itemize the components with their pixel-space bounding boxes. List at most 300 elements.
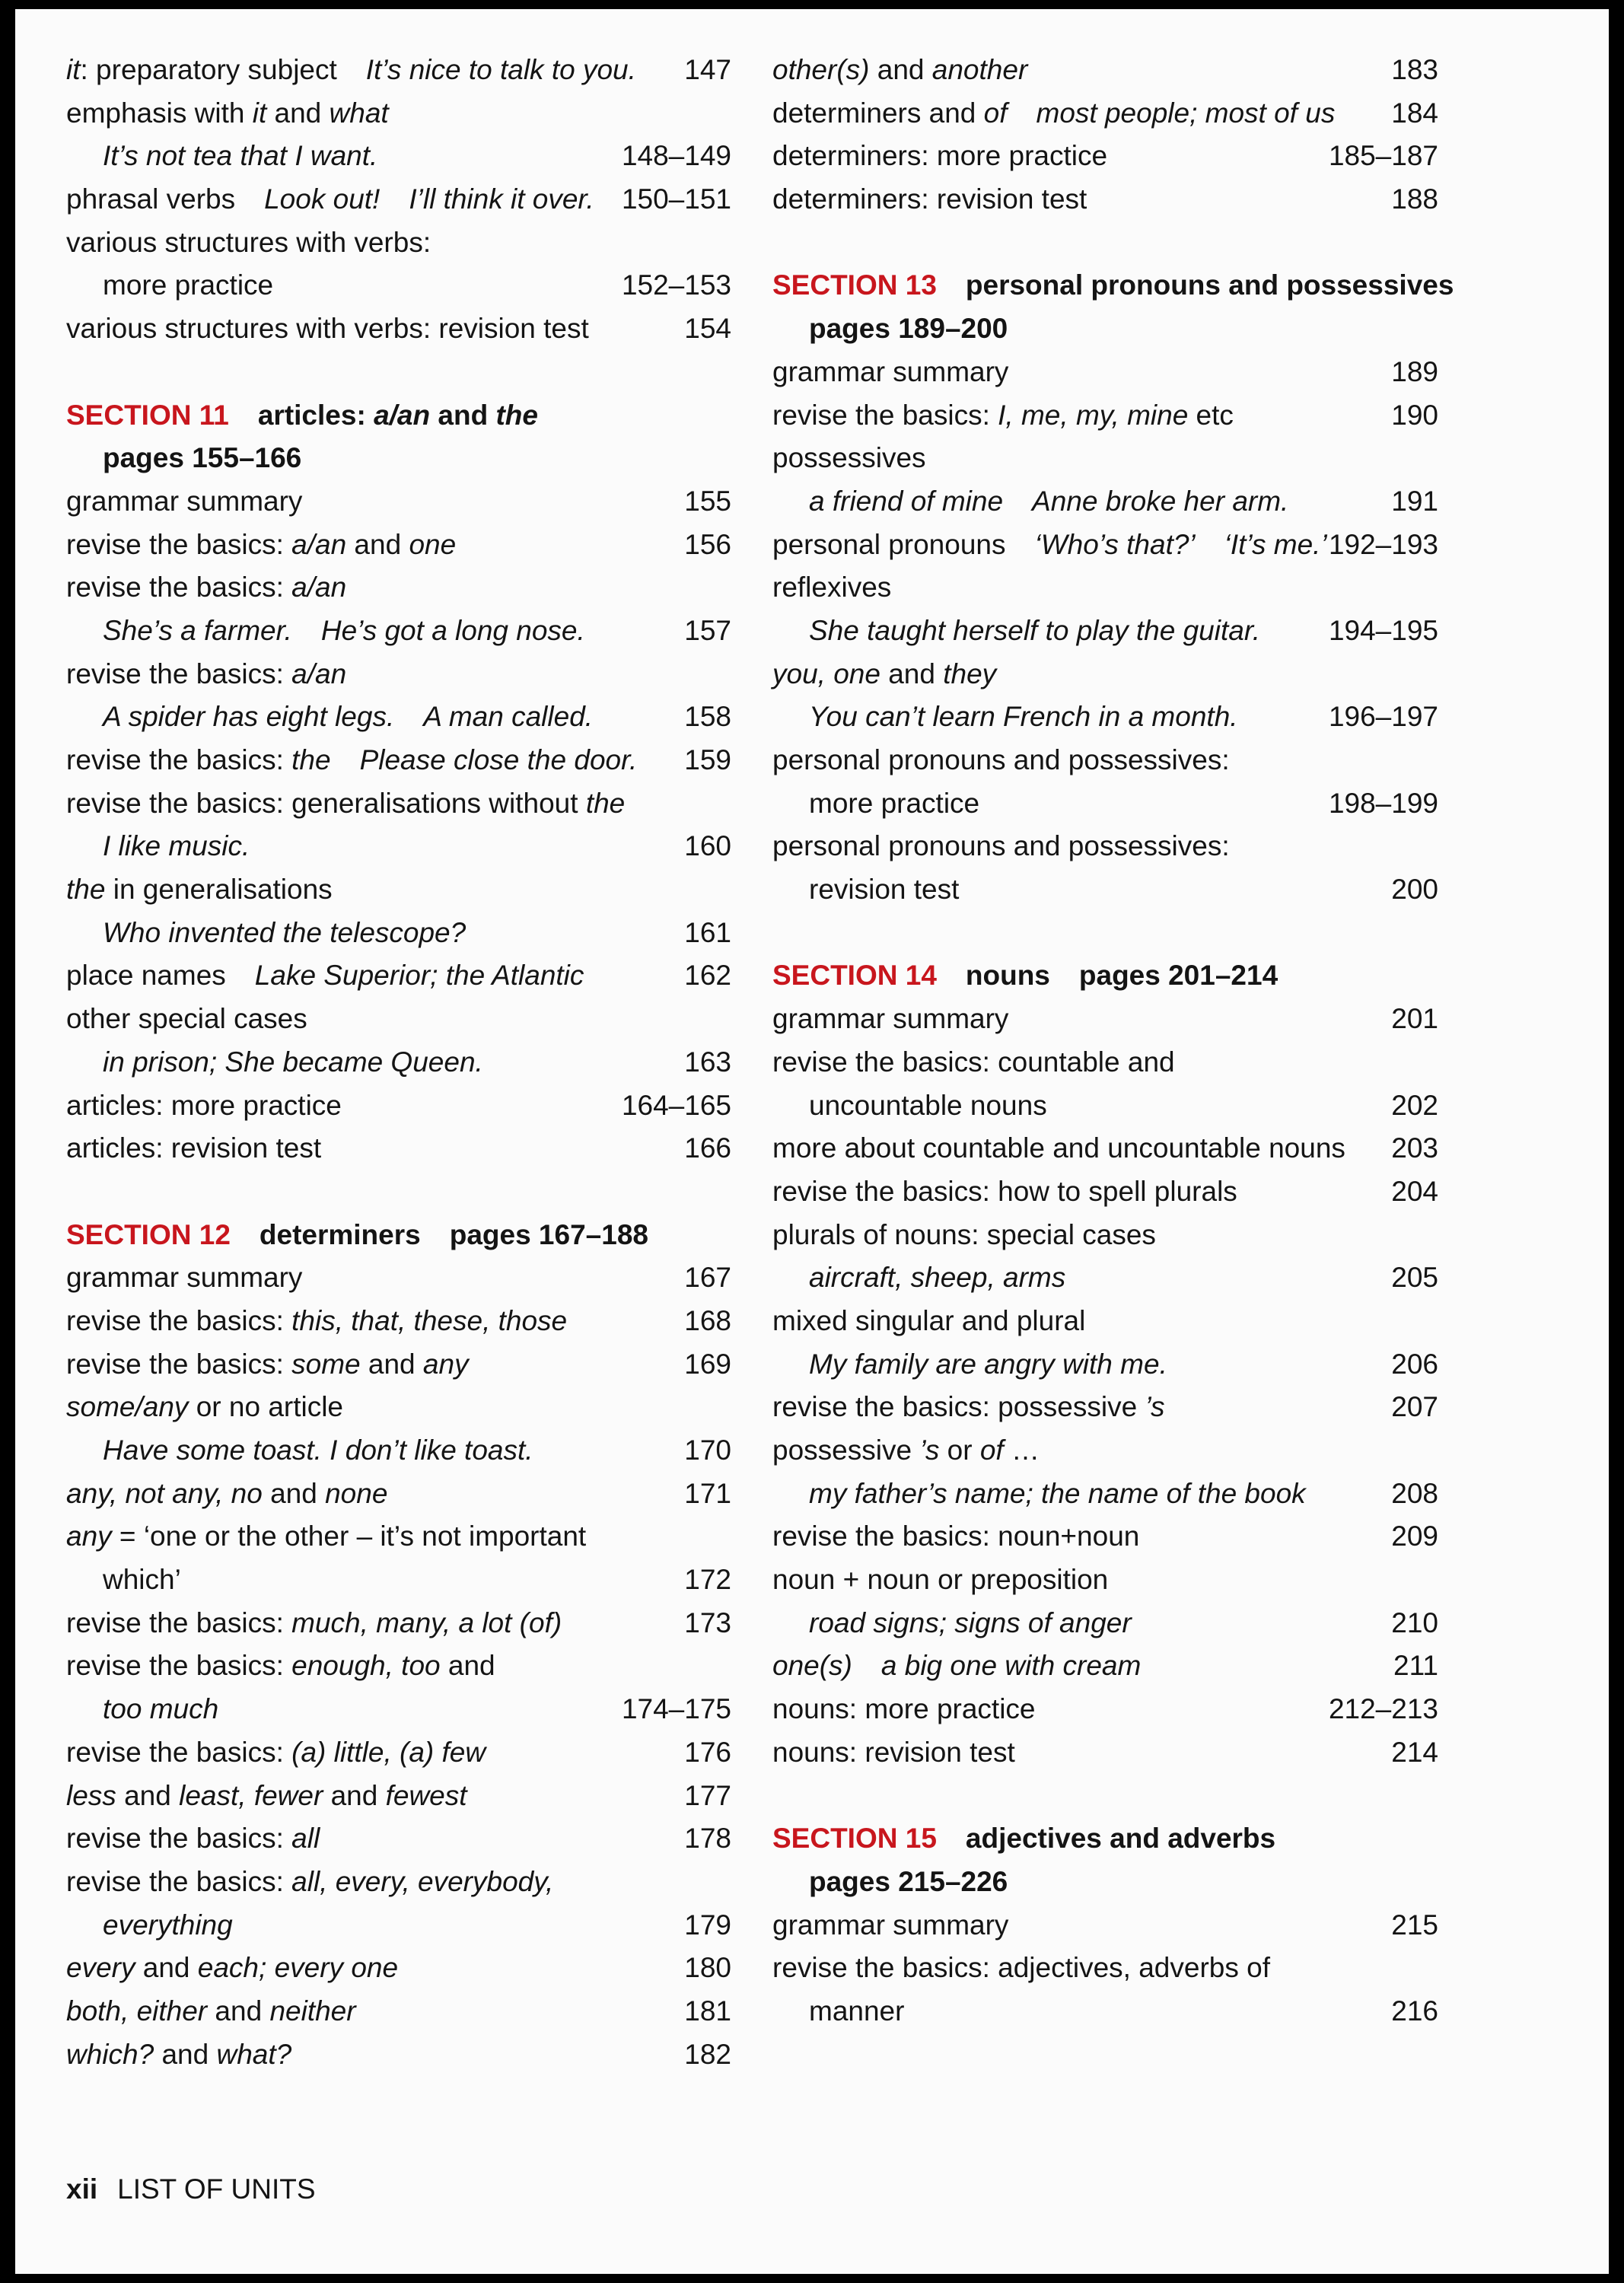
section-heading: [772, 1817, 1438, 1861]
example-text: ‘Who’s that?’: [1034, 528, 1196, 560]
contents-entry: [772, 178, 1438, 221]
contents-entry: [772, 1861, 1438, 1904]
entry-text: and: [207, 1995, 270, 2027]
page-ref: 184: [1391, 97, 1438, 129]
page-ref: 180: [684, 1952, 731, 1984]
entry-title: [772, 269, 1454, 301]
entry-text: and: [154, 2038, 217, 2070]
entry-text: and: [869, 54, 932, 85]
example-text: one: [409, 528, 457, 560]
page-ref: 210: [1391, 1606, 1438, 1638]
entry-title: [66, 227, 431, 258]
entry-text: and: [135, 1952, 198, 1984]
example-text: another: [931, 54, 1028, 85]
contents-entry: [772, 394, 1438, 438]
example-text: (a) little, (a) few: [291, 1736, 486, 1768]
entry-text: grammar summary: [772, 355, 1009, 387]
entry-title: [772, 830, 1230, 861]
entry-text: personal pronouns and possessives:: [772, 830, 1230, 862]
page-ref: 155: [684, 485, 731, 517]
entry-text: revise the basics: countable and: [772, 1046, 1175, 1078]
section-heading: [66, 394, 731, 438]
entry-text: revise the basics:: [66, 1865, 292, 1897]
entry-text: adjectives and adverbs: [965, 1823, 1276, 1855]
entry-text: emphasis with: [66, 97, 253, 129]
contents-entry: [772, 1214, 1438, 1257]
entry-title: [66, 1737, 486, 1768]
contents-entry: [66, 782, 731, 826]
contents-entry: [66, 1041, 731, 1084]
contents-entry: [772, 825, 1438, 868]
entry-title: [772, 1607, 1132, 1638]
example-text: enough, too: [291, 1650, 441, 1682]
page-ref: 207: [1391, 1391, 1438, 1423]
entry-text: etc: [1188, 399, 1234, 431]
entry-text: revise the basics:: [66, 1348, 292, 1380]
entry-title: [66, 1607, 562, 1638]
entry-title: [772, 54, 1027, 85]
page-ref: 211: [1393, 1650, 1438, 1682]
contents-entry: [66, 264, 731, 307]
contents-entry: [772, 1300, 1438, 1343]
contents-entry: [66, 1688, 731, 1731]
entry-text: nouns: [965, 960, 1050, 992]
contents-entry: [66, 998, 731, 1041]
entry-text: possessive: [772, 1434, 920, 1466]
contents-entry: [66, 135, 731, 178]
example-text: the: [585, 787, 626, 819]
contents-entry: [772, 782, 1438, 826]
section-label: SECTION 11: [66, 399, 229, 431]
example-text: You can’t learn French in a month.: [809, 701, 1238, 733]
example-text: a/an: [291, 572, 347, 603]
contents-entry: [66, 954, 731, 998]
entry-title: [66, 830, 250, 861]
entry-text: plurals of nouns: special cases: [772, 1218, 1156, 1250]
contents-entry: [66, 653, 731, 696]
entry-title: [66, 1823, 320, 1854]
entry-title: [66, 1219, 648, 1250]
contents-entry: [772, 1170, 1438, 1214]
contents-entry: [772, 135, 1438, 178]
example-text: all, every, everybody,: [291, 1865, 554, 1897]
entry-text: or: [939, 1434, 980, 1466]
page-ref: 171: [684, 1477, 731, 1509]
entry-title: [772, 1650, 1141, 1681]
entry-text: manner: [809, 1995, 905, 2027]
entry-title: [772, 1478, 1306, 1509]
entry-text: which’: [103, 1564, 181, 1596]
entry-title: [772, 1003, 1008, 1034]
entry-title: [66, 874, 333, 905]
entry-text: in generalisations: [105, 874, 333, 906]
page-ref: 168: [684, 1304, 731, 1336]
page-ref: 206: [1391, 1348, 1438, 1380]
entry-title: [66, 400, 538, 431]
entry-text: grammar summary: [66, 1262, 303, 1294]
example-text: I, me, my, mine: [998, 399, 1189, 431]
entry-title: [66, 1305, 567, 1336]
entry-title: [772, 486, 1288, 517]
example-text: everything: [103, 1909, 233, 1941]
contents-entry: [772, 653, 1438, 696]
page-ref: 188: [1391, 183, 1438, 215]
contents-entry: [772, 1990, 1438, 2033]
entry-text: determiners and: [772, 97, 984, 129]
contents-entry: [772, 1602, 1438, 1645]
contents-entry: [66, 1343, 731, 1387]
entry-text: and: [266, 97, 330, 129]
contents-entry: [772, 1559, 1438, 1602]
contents-entry: [66, 437, 731, 480]
entry-title: [772, 1693, 1036, 1724]
example-text: Lake Superior; the Atlantic: [254, 960, 584, 992]
contents-entry: [772, 351, 1438, 394]
entry-text: more practice: [809, 787, 980, 819]
contents-entry: [772, 437, 1438, 480]
entry-title: [772, 1952, 1270, 1983]
contents-entry: [772, 1386, 1438, 1429]
entry-text: pages 201–214: [1078, 960, 1279, 992]
entry-text: grammar summary: [66, 485, 303, 517]
entry-title: [772, 1046, 1175, 1078]
contents-entry: [772, 524, 1438, 567]
page-ref: 190: [1391, 399, 1438, 431]
page-ref: 200: [1391, 874, 1438, 906]
contents-entry: [66, 610, 731, 653]
entry-text: or no article: [188, 1391, 344, 1423]
entry-title: [66, 1090, 342, 1121]
example-text: any: [66, 1520, 112, 1552]
entry-title: [66, 1866, 553, 1897]
page-ref: 183: [1391, 54, 1438, 85]
section-label: SECTION 12: [66, 1218, 231, 1250]
entry-title: [66, 1650, 495, 1681]
entry-title: [66, 917, 466, 948]
book-page: [15, 9, 1609, 2274]
entry-title: [772, 1909, 1008, 1941]
example-text: My family are angry with me.: [809, 1348, 1167, 1380]
example-text: you, one: [772, 658, 880, 689]
entry-title: [66, 140, 377, 171]
contents-entry: [772, 307, 1438, 351]
example-text: one(s): [772, 1650, 852, 1682]
entry-text: mixed singular and plural: [772, 1304, 1086, 1336]
contents-entry: [772, 566, 1438, 610]
contents-column-right: [772, 49, 1454, 2033]
example-text: A spider has eight legs.: [103, 701, 395, 733]
page-ref: 179: [684, 1909, 731, 1941]
page-ref: 177: [684, 1779, 731, 1811]
page-ref: 160: [684, 830, 731, 862]
contents-entry: [66, 1990, 731, 2033]
entry-title: [772, 1995, 904, 2027]
entry-title: [66, 1003, 307, 1034]
entry-text: determiners: revision test: [772, 183, 1087, 215]
entry-title: [66, 701, 593, 732]
page-ref: 159: [684, 744, 731, 775]
entry-text: revise the basics:: [66, 1736, 292, 1768]
example-text: my father’s name; the name of the book: [809, 1477, 1306, 1509]
example-text: She taught herself to play the guitar.: [809, 614, 1261, 646]
example-text: both, either: [66, 1995, 208, 2027]
entry-title: [66, 1262, 302, 1293]
entry-title: [772, 1434, 1040, 1466]
entry-title: [66, 615, 585, 646]
entry-text: articles: more practice: [66, 1089, 342, 1121]
entry-text: revise the basics:: [66, 1650, 292, 1682]
entry-title: [772, 658, 996, 689]
contents-column-left: [66, 49, 731, 2076]
entry-text: phrasal verbs: [66, 183, 236, 215]
entry-title: [772, 1823, 1275, 1854]
page-ref: 150–151: [621, 183, 731, 215]
entry-text: grammar summary: [772, 1909, 1009, 1941]
entry-text: possessives: [772, 442, 926, 474]
entry-title: [772, 1348, 1167, 1380]
entry-text: pages 167–188: [449, 1218, 648, 1250]
entry-title: [772, 356, 1008, 387]
entry-title: [66, 529, 456, 560]
example-text: Who invented the telescope?: [103, 916, 467, 948]
contents-entry: [772, 1645, 1438, 1688]
entry-text: determiners: [259, 1218, 421, 1250]
entry-text: revise the basics:: [66, 1823, 292, 1855]
contents-entry: [772, 1731, 1438, 1775]
contents-entry: [772, 1688, 1438, 1731]
entry-title: [772, 529, 1327, 560]
page-ref: 191: [1391, 485, 1438, 517]
entry-text: more practice: [103, 269, 274, 301]
example-text: some/any: [66, 1391, 189, 1423]
example-text: road signs; signs of anger: [809, 1606, 1132, 1638]
contents-entry: [66, 1473, 731, 1516]
entry-text: revise the basics:: [66, 1304, 292, 1336]
entry-title: [66, 1780, 467, 1811]
page-ref: 196–197: [1328, 701, 1438, 733]
page-ref: 204: [1391, 1175, 1438, 1207]
contents-entry: [66, 221, 731, 265]
entry-text: and: [360, 1348, 423, 1380]
entry-text: grammar summary: [772, 1003, 1009, 1035]
entry-text: and: [440, 1650, 495, 1682]
entry-text: and: [346, 528, 409, 560]
contents-entry: [66, 178, 731, 221]
page-number: xii: [66, 2173, 98, 2205]
example-text: any, not any, no: [66, 1477, 263, 1509]
example-text: fewest: [385, 1779, 467, 1811]
section-label: SECTION 14: [772, 960, 937, 992]
entry-title: [66, 1391, 343, 1422]
page-ref: 154: [684, 313, 731, 345]
contents-entry: [772, 92, 1438, 135]
contents-entry: [66, 49, 731, 92]
entry-title: [772, 400, 1234, 431]
page-ref: 158: [684, 701, 731, 733]
contents-entry: [66, 1602, 731, 1645]
example-text: every: [66, 1952, 135, 1984]
example-text: much, many, a lot (of): [291, 1606, 562, 1638]
example-text: the: [291, 744, 331, 775]
example-text: I like music.: [103, 830, 250, 862]
entry-text: revise the basics:: [66, 1606, 292, 1638]
example-text: ’s: [919, 1434, 940, 1466]
page-ref: 169: [684, 1348, 731, 1380]
section-spacer: [66, 351, 731, 394]
entry-text: = ‘one or the other – it’s not important: [111, 1520, 587, 1552]
entry-title: [772, 744, 1230, 775]
entry-title: [66, 1693, 218, 1724]
example-text: Have some toast. I don’t like toast.: [103, 1434, 533, 1466]
entry-text: revise the basics: generalisations without: [66, 787, 586, 819]
entry-title: [772, 183, 1087, 215]
contents-entry: [66, 2033, 731, 2077]
page-ref: 148–149: [621, 140, 731, 172]
contents-entry: [772, 1256, 1438, 1300]
example-text: other(s): [772, 54, 870, 85]
example-text: a/an: [291, 528, 347, 560]
entry-text: personal pronouns and possessives: [965, 269, 1454, 301]
contents-entry: [772, 696, 1438, 739]
page-ref: 182: [684, 2038, 731, 2070]
page-ref: 202: [1391, 1089, 1438, 1121]
entry-text: revision test: [809, 874, 960, 906]
contents-entry: [66, 1084, 731, 1128]
example-text: She’s a farmer.: [103, 614, 292, 646]
example-text: any: [422, 1348, 469, 1380]
page-ref: 163: [684, 1046, 731, 1078]
entry-title: [772, 701, 1238, 732]
example-text: a/an: [374, 399, 431, 431]
entry-title: [772, 1262, 1065, 1293]
entry-text: nouns: revision test: [772, 1736, 1015, 1768]
entry-title: [772, 1219, 1156, 1250]
section-spacer: [66, 1170, 731, 1214]
page-ref: 201: [1391, 1003, 1438, 1035]
page-ref: 147: [684, 54, 731, 85]
entry-text: revise the basics: how to spell plurals: [772, 1175, 1237, 1207]
entry-title: [772, 572, 891, 603]
example-text: aircraft, sheep, arms: [809, 1262, 1066, 1294]
example-text: some: [291, 1348, 361, 1380]
entry-title: [66, 1132, 321, 1164]
page-ref: 198–199: [1328, 787, 1438, 819]
contents-entry: [66, 524, 731, 567]
page-ref: 194–195: [1328, 614, 1438, 646]
example-text: a/an: [291, 658, 347, 689]
example-text: Look out!: [264, 183, 381, 215]
entry-title: [66, 572, 346, 603]
example-text: too much: [103, 1693, 219, 1725]
page-ref: 208: [1391, 1477, 1438, 1509]
example-text: least, fewer: [179, 1779, 323, 1811]
entry-text: reflexives: [772, 572, 892, 603]
page-ref: 192–193: [1328, 528, 1438, 560]
example-text: Anne broke her arm.: [1032, 485, 1289, 517]
entry-title: [66, 1520, 586, 1552]
contents-entry: [66, 868, 731, 912]
entry-title: [66, 788, 625, 819]
page-ref: 215: [1391, 1909, 1438, 1941]
contents-entry: [66, 307, 731, 351]
page-ref: 216: [1391, 1995, 1438, 2027]
contents-entry: [66, 1775, 731, 1818]
example-text: the: [495, 399, 538, 431]
entry-title: [772, 1176, 1237, 1207]
page-ref: 203: [1391, 1132, 1438, 1164]
page-ref: 209: [1391, 1520, 1438, 1552]
example-text: a friend of mine: [809, 485, 1004, 517]
entry-title: [772, 313, 1008, 344]
page-ref: 156: [684, 528, 731, 560]
example-text: each; every one: [197, 1952, 399, 1984]
page-ref: 176: [684, 1736, 731, 1768]
example-text: what?: [216, 2038, 292, 2070]
section-heading: [772, 264, 1454, 307]
section-label: SECTION 15: [772, 1823, 937, 1855]
entry-text: revise the basics: noun+noun: [772, 1520, 1140, 1552]
entry-title: [66, 960, 584, 991]
example-text: the: [66, 874, 106, 906]
entry-text: and: [116, 1779, 180, 1811]
example-text: of: [983, 97, 1008, 129]
contents-entry: [66, 1515, 731, 1559]
contents-entry: [772, 1947, 1438, 1990]
section-spacer: [772, 221, 1438, 265]
contents-entry: [772, 1429, 1438, 1473]
example-text: it: [252, 97, 267, 129]
page-ref: 181: [684, 1995, 731, 2027]
page-ref: 189: [1391, 355, 1438, 387]
entry-title: [66, 1952, 398, 1983]
entry-text: revise the basics:: [66, 572, 292, 603]
example-text: ‘It’s me.’: [1224, 528, 1327, 560]
entry-text: pages 215–226: [809, 1865, 1008, 1897]
entry-text: pages 155–166: [103, 442, 302, 474]
contents-entry: [66, 1256, 731, 1300]
entry-title: [66, 486, 302, 517]
contents-entry: [66, 739, 731, 782]
contents-entry: [772, 610, 1438, 653]
example-text: they: [943, 658, 997, 689]
entry-title: [66, 442, 301, 473]
contents-entry: [66, 1904, 731, 1947]
entry-text: more about countable and uncountable nouns: [772, 1132, 1345, 1164]
entry-title: [772, 1305, 1085, 1336]
entry-text: and: [323, 1779, 386, 1811]
entry-text: personal pronouns: [772, 528, 1006, 560]
entry-title: [772, 788, 979, 819]
entry-title: [772, 874, 959, 905]
example-text: It’s not tea that I want.: [103, 140, 378, 172]
entry-title: [66, 1564, 181, 1595]
contents-entry: [66, 92, 731, 135]
contents-entry: [772, 1515, 1438, 1559]
page-ref: 162: [684, 960, 731, 992]
example-text: it: [66, 54, 81, 85]
page-ref: 174–175: [621, 1693, 731, 1725]
entry-text: nouns: more practice: [772, 1693, 1036, 1725]
entry-text: and: [880, 658, 944, 689]
entry-title: [66, 2039, 291, 2070]
entry-title: [66, 1434, 533, 1466]
running-title: LIST OF UNITS: [117, 2173, 316, 2205]
page-ref: 166: [684, 1132, 731, 1164]
contents-entry: [66, 1861, 731, 1904]
entry-text: various structures with verbs:: [66, 226, 431, 258]
example-text: It’s nice to talk to you.: [365, 54, 636, 85]
entry-text: pages 189–200: [809, 313, 1008, 345]
